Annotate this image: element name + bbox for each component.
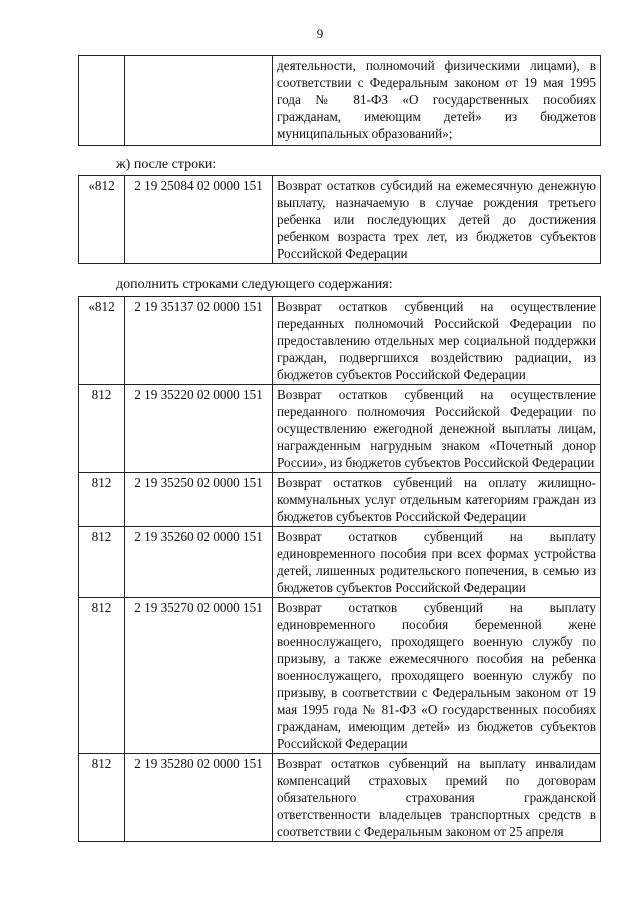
instruction-after-row: ж) после строки: bbox=[116, 157, 217, 172]
code-cell: «812 bbox=[79, 176, 125, 264]
code-cell: 812 bbox=[79, 473, 125, 527]
description-cell: Возврат остатков субвенций на осуществление переданных полномочий Российской Федерации по предоставлению отдельных мер социальной поддержки граждан, подвергшихся воздействию радиации, из бюджетов субъектов Российской Федерации bbox=[273, 297, 601, 385]
instruction-add-rows: дополнить строками следующего содержания: bbox=[116, 277, 393, 292]
code-cell: 812 bbox=[79, 598, 125, 754]
page-number: 9 bbox=[316, 26, 324, 41]
table-row bbox=[79, 527, 601, 598]
description-cell: Возврат остатков субсидий на ежемесячную денежную выплату, назначаемую в случае рождения третьего ребенка или последующих детей до достижения ребенком возраста трех лет, из бюджетов субъектов Российской Федерации bbox=[273, 176, 601, 264]
kbk-code-cell: 2 19 35220 02 0000 151 bbox=[125, 385, 273, 473]
description-cell: Возврат остатков субвенций на оплату жилищно-коммунальных услуг отдельным категориям граждан из бюджетов субъектов Российской Федерации bbox=[273, 473, 601, 527]
description-cell: Возврат остатков субвенций на выплату единовременного пособия при всех формах устройства детей, лишенных родительского попечения, в семью из бюджетов субъектов Российской Федерации bbox=[273, 527, 601, 598]
code-cell: 812 bbox=[79, 754, 125, 842]
description-cell: Возврат остатков субвенций на осуществление переданного полномочия Российской Федерации по осуществлению ежегодной денежной выплаты лицам, награжденным нагрудным знаком «Почетный донор России», из бюджетов субъектов Российской Федерации bbox=[273, 385, 601, 473]
kbk-code-cell: 2 19 35250 02 0000 151 bbox=[125, 473, 273, 527]
kbk-code-cell: 2 19 35260 02 0000 151 bbox=[125, 527, 273, 598]
code-cell: «812 bbox=[79, 297, 125, 385]
table-new-rows bbox=[78, 296, 601, 842]
code-cell: 812 bbox=[79, 527, 125, 598]
code-cell: 812 bbox=[79, 385, 125, 473]
table-row bbox=[79, 754, 601, 842]
table-row bbox=[79, 598, 601, 754]
description-cell: Возврат остатков субвенций на выплату единовременного пособия беременной жене военнослужащего, проходящего военную службу по призыву, а также ежемесячного пособия на ребенка военнослужащего, проходящего военную службу по призыву, в соответствии с Федеральным законом от 19 мая 1995 года № 81-ФЗ «О государственных пособиях гражданам, имеющим детей» из бюджетов субъектов Российской Федерации bbox=[273, 598, 601, 754]
kbk-code-cell: 2 19 35270 02 0000 151 bbox=[125, 598, 273, 754]
kbk-code-cell: 2 19 35137 02 0000 151 bbox=[125, 297, 273, 385]
table-row bbox=[79, 385, 601, 473]
kbk-code-cell: 2 19 25084 02 0000 151 bbox=[125, 176, 273, 264]
table-row bbox=[79, 297, 601, 385]
kbk-code-cell: 2 19 35280 02 0000 151 bbox=[125, 754, 273, 842]
description-cell: Возврат остатков субвенций на выплату инвалидам компенсаций страховых премий по договорам обязательного страхования гражданской ответственности владельцев транспортных средств в соответствии с Федеральным законом от 25 апреля bbox=[273, 754, 601, 842]
description-cell: деятельности, полномочий физическими лицами), в соответствии с Федеральным законом от 19 мая 1995 года № 81-ФЗ «О государственных пособиях гражданам, имеющим детей» из бюджетов муниципальных образований»; bbox=[273, 56, 601, 146]
table-row bbox=[79, 473, 601, 527]
